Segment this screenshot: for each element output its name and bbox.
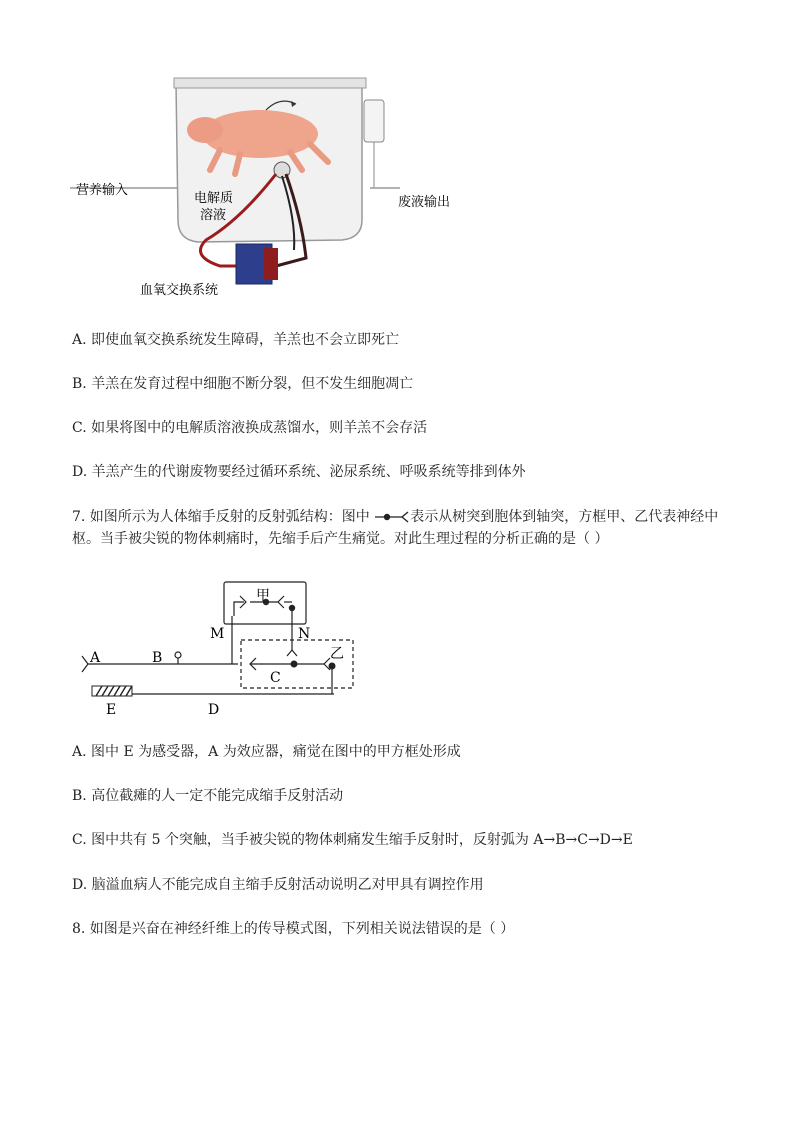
q7-option-c: C. 图中共有 5 个突触，当手被尖锐的物体刺痛发生缩手反射时，反射弧为 A→B→C→D→E <box>72 832 633 848</box>
jia-synapse-2 <box>278 596 284 608</box>
ganglion-b <box>175 652 181 658</box>
label-electrolyte-2: 溶液 <box>200 208 227 223</box>
label-m: M <box>210 626 225 642</box>
q7-stem-line1 <box>72 506 732 528</box>
q7-stem-line2: 枢。当手被尖锐的物体刺痛时，先缩手后产生痛觉。对此生理过程的分析正确的是（ ） <box>72 531 609 547</box>
q6-option-b: B. 羊羔在发育过程中细胞不断分裂，但不发生细胞凋亡 <box>72 376 414 392</box>
neuron-symbol-icon <box>374 511 410 523</box>
yi-cell-body <box>291 661 298 668</box>
q7-stem <box>72 506 732 550</box>
reflex-arc-figure <box>78 578 368 718</box>
label-d: D <box>208 702 220 718</box>
q7-option-d: D. 脑溢血病人不能完成自主缩手反射活动说明乙对甲具有调控作用 <box>72 877 484 893</box>
label-jia: 甲 <box>256 588 270 604</box>
jia-synapse-1 <box>234 596 246 616</box>
label-waste-out: 废液输出 <box>398 195 451 210</box>
lamb-head <box>187 117 223 143</box>
q8-stem: 8. 如图是兴奋在神经纤维上的传导模式图，下列相关说法错误的是（ ） <box>72 921 515 937</box>
artificial-womb-figure <box>70 70 470 305</box>
n-synapse <box>287 650 297 656</box>
q7-stem-part1: 7. 如图所示为人体缩手反射的反射弧结构：图中 <box>72 509 375 525</box>
effector-e <box>92 686 132 696</box>
q6-option-d: D. 羊羔产生的代谢废物要经过循环系统、泌尿系统、呼吸系统等排到体外 <box>72 464 526 480</box>
q7-option-b: B. 高位截瘫的人一定不能完成缩手反射活动 <box>72 788 344 804</box>
label-electrolyte-1: 电解质 <box>194 191 234 206</box>
q7-stem-part2: 表示从树突到胞体到轴突，方框甲、乙代表神经中 <box>410 509 719 525</box>
bag-clamp <box>174 78 366 88</box>
label-e: E <box>106 702 117 718</box>
label-yi: 乙 <box>330 646 344 662</box>
label-c: C <box>270 670 281 686</box>
label-a: A <box>90 650 101 666</box>
receptor-a <box>82 656 88 672</box>
oxygenator-side <box>264 248 278 280</box>
label-b: B <box>152 650 163 666</box>
label-exchange-system: 血氧交换系统 <box>140 283 219 298</box>
label-n: N <box>298 626 311 642</box>
label-nutrition-in: 营养输入 <box>76 183 129 198</box>
q6-option-a: A. 即使血氧交换系统发生障碍，羊羔也不会立即死亡 <box>72 332 400 348</box>
q6-option-c: C. 如果将图中的电解质溶液换成蒸馏水，则羊羔不会存活 <box>72 420 428 436</box>
q7-option-a: A. 图中 E 为感受器，A 为效应器，痛觉在图中的甲方框处形成 <box>72 744 461 760</box>
iv-bag <box>364 100 384 142</box>
